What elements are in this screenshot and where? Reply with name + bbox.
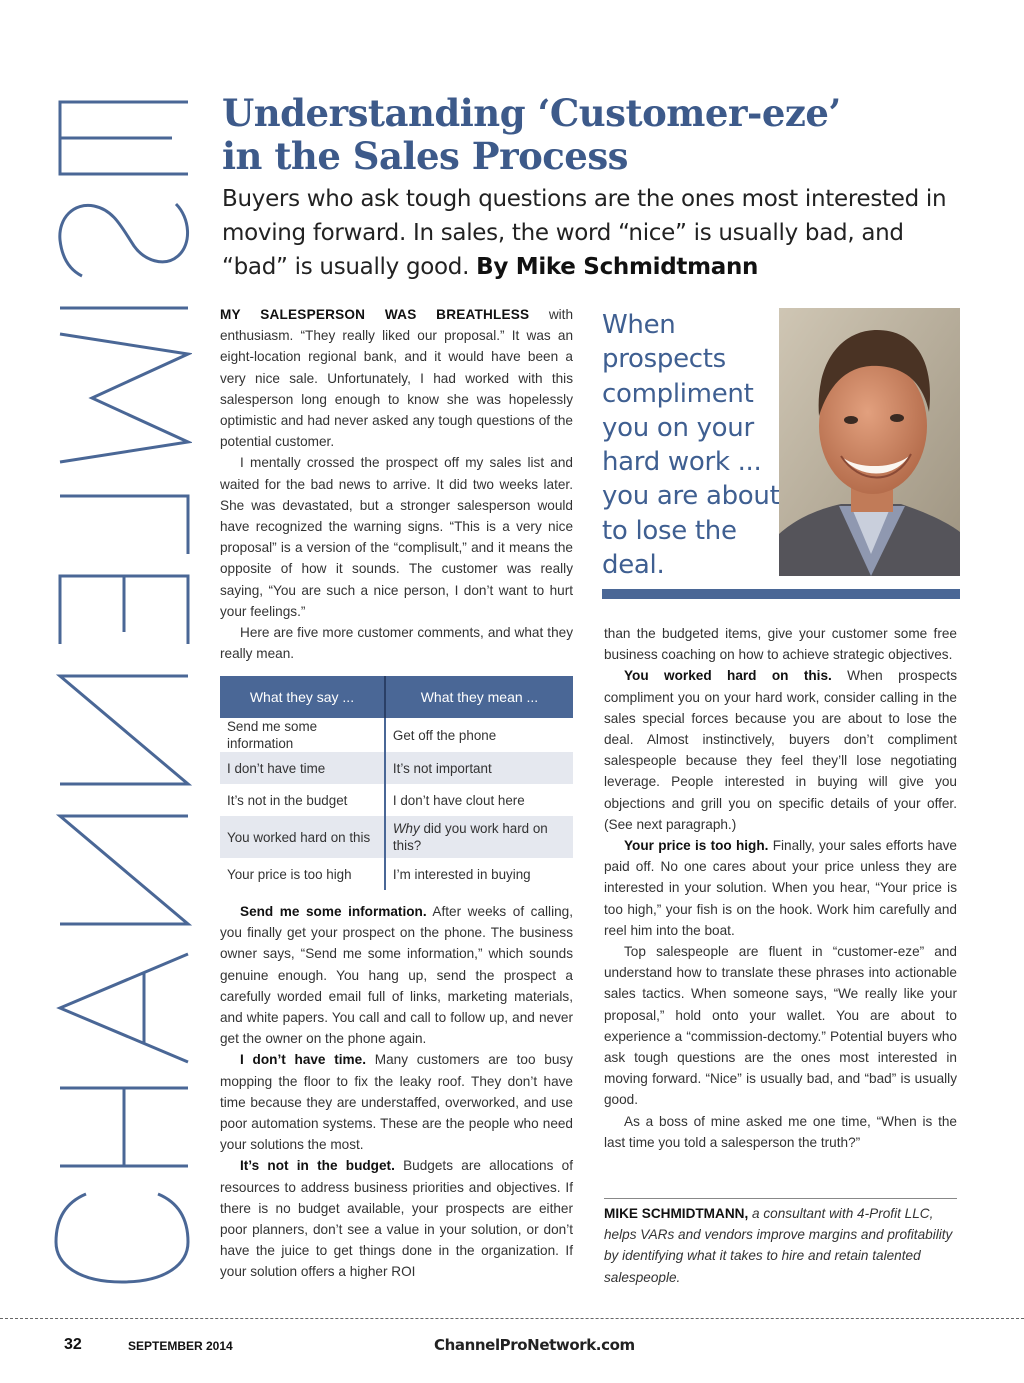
letter-s: [60, 204, 188, 276]
article-deck: [222, 182, 952, 284]
lead-in: You worked hard on this.: [624, 668, 832, 684]
table-header-say: What they say ...: [220, 676, 385, 718]
letter-h: [60, 1088, 188, 1166]
paragraph-text: Many customers are too busy mopping the floor to fix the leaky roof. They don’t have time because they are understaffed, overworked, and use poor automation systems. These are the people who need your solutions the most.: [220, 1052, 573, 1153]
author-photo: [779, 308, 960, 576]
letter-n: [60, 676, 188, 784]
table-row: [220, 752, 573, 784]
emphasis: Why: [392, 821, 420, 836]
table-cell-mean: [385, 816, 573, 858]
paragraph: I mentally crossed the prospect off my sales list and waited for the bad news to arrive. It did two weeks later. She was devastated, but a stronger salesperson would have recognized the warning signs. “This is a very nice proposal” is a version of the “complisult,” and it means the opposite of how it sounds. The customer was really saying, “You are such a nice person, I don’t want to hurt your feelings.”: [220, 455, 573, 619]
table-row: [220, 858, 573, 890]
accent-rule: [602, 589, 960, 599]
paragraph-text: with enthusiasm. “They really liked our proposal.” It was an eight-location regional bank, and it would have been a very nice sale. Unfortunately, I had worked with this salesperson long enough to know she was hopelessly optimistic and had never asked any tough questions of the potential customer.: [220, 307, 573, 450]
table-cell-say: I don’t have time: [220, 752, 385, 784]
table-cell-say: It’s not in the budget: [220, 784, 385, 816]
table-row: [220, 718, 573, 752]
letter-w: [60, 334, 188, 462]
paragraph: Top salespeople are fluent in “customer-eze” and understand how to translate these phrases into actionable sales tactics. When someone says, “We really like your proposal,” hold onto your wallet. You are about to experience a “commission-dectomy.” Potential buyers who ask tough questions are the ones most interested in moving forward. “Nice” is usually bad, and “bad” is usually good.: [604, 944, 957, 1108]
footer-divider: [0, 1318, 1024, 1319]
deck-text: Buyers who ask tough questions are the ones most interested in moving forward. In sales, the word “nice” is usually bad, and “bad” is usually good.: [222, 186, 947, 280]
table-cell-mean: Get off the phone: [392, 727, 497, 743]
paragraph: [220, 304, 573, 452]
article-title: [222, 92, 922, 178]
author-bio: [604, 1198, 957, 1288]
paragraph: [220, 1155, 573, 1282]
paragraph: [604, 665, 957, 835]
cell-text: did you work hard on this?: [392, 821, 548, 853]
title-line-1: Understanding ‘Customer-eze’: [222, 91, 841, 135]
letter-n-2: [60, 816, 188, 924]
table-cell-mean: I’m interested in buying: [392, 866, 531, 882]
table-cell-say: Your price is too high: [220, 858, 385, 890]
customer-eze-table: [220, 676, 573, 890]
paragraph: [220, 1049, 573, 1155]
lead-in: Your price is too high.: [624, 838, 769, 854]
lead-in: Send me some information.: [240, 904, 427, 919]
paragraph: [604, 835, 957, 941]
letter-e: [60, 102, 188, 174]
lead-in: MY SALESPERSON WAS BREATHLESS: [220, 307, 530, 322]
body-column-left-top: [220, 304, 573, 664]
title-line-2: in the Sales Process: [222, 134, 628, 178]
letter-l: [60, 496, 188, 554]
paragraph: [220, 901, 573, 1049]
bio-text: a consultant with 4-Profit LLC, helps VARs and vendors improve margins and profitability by identifying what it takes to hire and retain talented salespeople.: [604, 1206, 953, 1285]
table-cell-mean: I don’t have clout here: [392, 792, 525, 808]
table-header-mean: What they mean ...: [385, 676, 573, 718]
letter-a: [60, 954, 188, 1062]
table-row: [220, 784, 573, 816]
body-column-left-bottom: [220, 901, 573, 1283]
table-cell-say: Send me some information: [220, 718, 385, 752]
paragraph-text: After weeks of calling, you finally get your prospect on the phone. The business owner says, “Send me some information,” which sounds genuine enough. You hang up, send the prospect a carefully worded email full of links, marketing materials, and white papers. You call and call to follow up, and never get the owner on the phone again.: [220, 904, 573, 1047]
lead-in: I don’t have time.: [240, 1052, 366, 1068]
table-row: [220, 816, 573, 858]
letter-e-2: [60, 576, 188, 644]
site-url: ChannelProNetwork.com: [434, 1336, 635, 1354]
table-cell-say: You worked hard on this: [220, 816, 385, 858]
author-name: MIKE SCHMIDTMANN,: [604, 1206, 749, 1221]
pull-quote: When prospects compliment you on your hard work ... you are about to lose the deal.: [602, 310, 780, 581]
page-number: 32: [64, 1336, 82, 1353]
paragraph: Here are five more customer comments, and what they really mean.: [220, 625, 573, 662]
letter-c: [56, 1194, 188, 1282]
issue-date: SEPTEMBER 2014: [128, 1339, 233, 1353]
paragraph-text: Finally, your sales efforts have paid off. No one cares about your price unless they are interested in your solution. When you hear, “Your price is too high,” your fish is on the hook. Work him carefully and reel him into the boat.: [604, 838, 957, 938]
paragraph: As a boss of mine asked me one time, “When is the last time you told a salesperson the truth?”: [604, 1113, 957, 1150]
paragraph: than the budgeted items, give your customer some free business coaching on how to achieve strategic objectives.: [604, 626, 957, 663]
paragraph-text: When prospects compliment you on your hard work, consider calling in the sales special forces because you are about to lose the deal. Almost instinctively, buyers don’t compliment salespeople because they feel they’ll lose negotiating leverage. People interested in buying will give you objections and grill you on specific details of your offer. (See next paragraph.): [604, 668, 958, 832]
byline: By Mike Schmidtmann: [476, 254, 759, 280]
section-label-channelwise: [52, 96, 192, 1286]
lead-in: It’s not in the budget.: [240, 1158, 395, 1174]
body-column-right: [604, 623, 957, 1153]
paragraph-text: Budgets are allocations of resources to address business priorities and objectives. If there is no budget available, your prospects are either poor planners, don’t see a value in your solution, or don’t have the juice to get things done in the organization. If your solution offers a higher ROI: [220, 1158, 573, 1280]
table-cell-mean: It’s not important: [385, 752, 573, 784]
